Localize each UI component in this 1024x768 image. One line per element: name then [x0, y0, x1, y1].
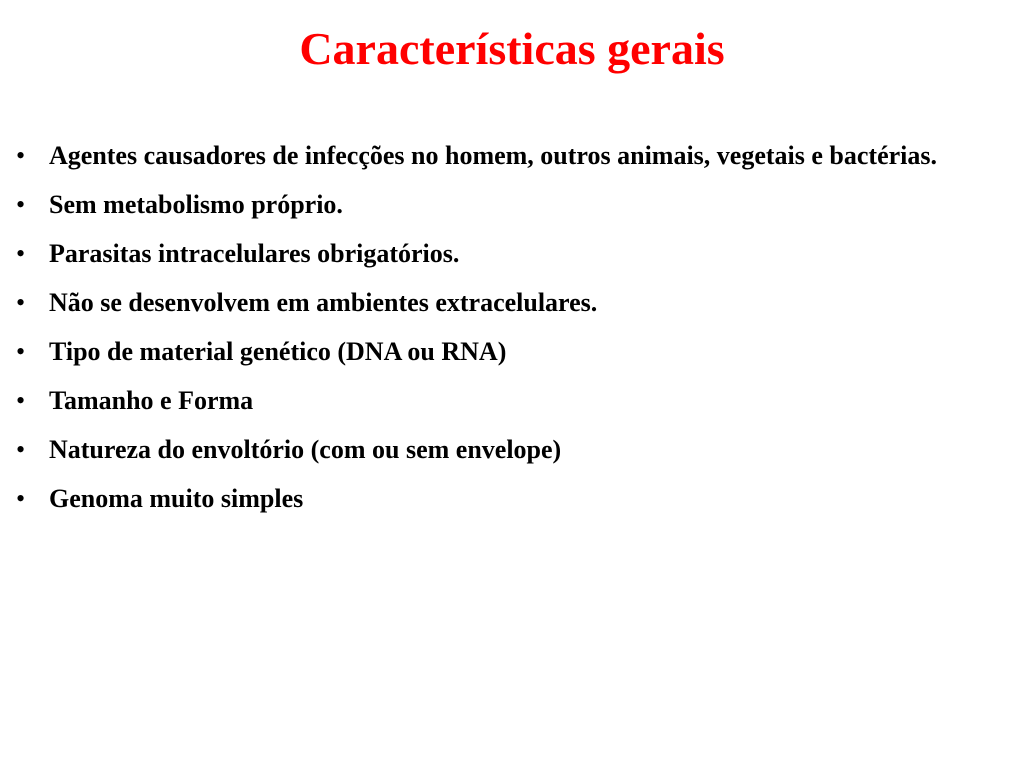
bullet-item — [16, 285, 976, 321]
bullet-item — [16, 138, 976, 174]
bullet-icon: • — [16, 337, 26, 366]
bullet-icon: • — [16, 435, 26, 464]
bullet-icon: • — [16, 190, 26, 219]
bullet-list — [16, 138, 976, 530]
bullet-item — [16, 236, 976, 272]
bullet-text: Não se desenvolvem em ambientes extracelulares. — [49, 288, 598, 317]
bullet-text: Sem metabolismo próprio. — [49, 190, 343, 219]
bullet-text: Tipo de material genético (DNA ou RNA) — [49, 337, 507, 366]
bullet-icon: • — [16, 239, 26, 268]
bullet-text: Tamanho e Forma — [49, 386, 254, 415]
slide-title: Características gerais — [299, 23, 725, 74]
bullet-item — [16, 481, 976, 517]
bullet-item — [16, 432, 976, 468]
bullet-icon: • — [16, 484, 26, 513]
bullet-icon: • — [16, 141, 26, 170]
bullet-text: Natureza do envoltório (com ou sem envelope) — [49, 435, 562, 464]
bullet-item — [16, 334, 976, 370]
bullet-text: Genoma muito simples — [49, 484, 304, 513]
bullet-item — [16, 383, 976, 419]
bullet-icon: • — [16, 288, 26, 317]
bullet-icon: • — [16, 386, 26, 415]
bullet-text: Parasitas intracelulares obrigatórios. — [49, 239, 460, 268]
bullet-text: Agentes causadores de infecções no homem, outros animais, vegetais e bactérias. — [49, 141, 937, 170]
bullet-item — [16, 187, 976, 223]
